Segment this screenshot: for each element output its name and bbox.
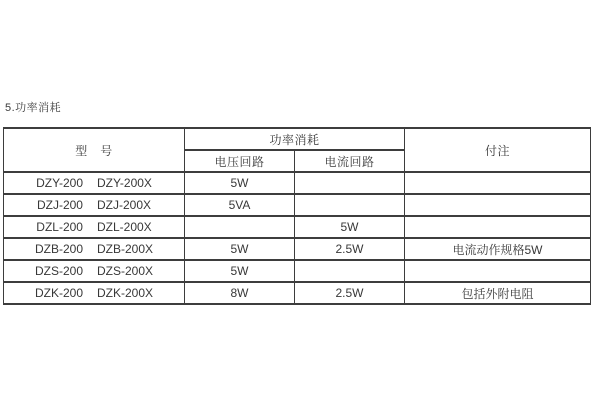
model-left: DZL-200: [36, 220, 83, 234]
model-right: DZB-200X: [97, 242, 154, 256]
header-row-1: [4, 128, 591, 150]
table-row: [4, 282, 591, 304]
model-right: DZS-200X: [97, 264, 154, 278]
model-left: DZB-200: [34, 242, 83, 256]
current-cell: [295, 172, 405, 194]
model-cell: [4, 172, 185, 194]
model-left: DZJ-200: [36, 198, 83, 212]
voltage-cell: 8W: [185, 282, 295, 304]
model-right: DZY-200X: [97, 176, 152, 190]
notes-cell: [405, 260, 591, 282]
model-left: DZY-200: [36, 176, 83, 190]
section-title: 5.功率消耗: [5, 102, 62, 114]
voltage-cell: 5W: [185, 260, 295, 282]
table-row: [4, 216, 591, 238]
current-cell: 2.5W: [295, 282, 405, 304]
notes-cell: 电流动作规格5W: [405, 238, 591, 260]
voltage-cell: [185, 216, 295, 238]
model-cell: [4, 238, 185, 260]
current-cell: 2.5W: [295, 238, 405, 260]
notes-cell: [405, 194, 591, 216]
voltage-cell: 5VA: [185, 194, 295, 216]
table-row: [4, 172, 591, 194]
power-consumption-table: [3, 127, 591, 305]
current-cell: 5W: [295, 216, 405, 238]
table-row: [4, 238, 591, 260]
model-header-cell: 型 号: [4, 128, 185, 172]
model-cell: [4, 194, 185, 216]
model-right: DZL-200X: [96, 220, 152, 234]
current-cell: [295, 194, 405, 216]
model-left: DZK-200: [34, 286, 83, 300]
notes-cell: 包括外附电阻: [405, 282, 591, 304]
model-cell: [4, 216, 185, 238]
model-cell: [4, 260, 185, 282]
notes-cell: [405, 216, 591, 238]
power-group-header-cell: 功率消耗: [185, 128, 405, 150]
table-row: [4, 260, 591, 282]
current-cell: [295, 260, 405, 282]
notes-cell: [405, 172, 591, 194]
voltage-cell: 5W: [185, 172, 295, 194]
voltage-header-cell: 电压回路: [185, 150, 295, 172]
table-row: [4, 194, 591, 216]
current-header-cell: 电流回路: [295, 150, 405, 172]
model-right: DZK-200X: [97, 286, 154, 300]
notes-header-cell: 付注: [405, 128, 591, 172]
model-left: DZS-200: [34, 264, 83, 278]
voltage-cell: 5W: [185, 238, 295, 260]
model-right: DZJ-200X: [96, 198, 152, 212]
model-cell: [4, 282, 185, 304]
